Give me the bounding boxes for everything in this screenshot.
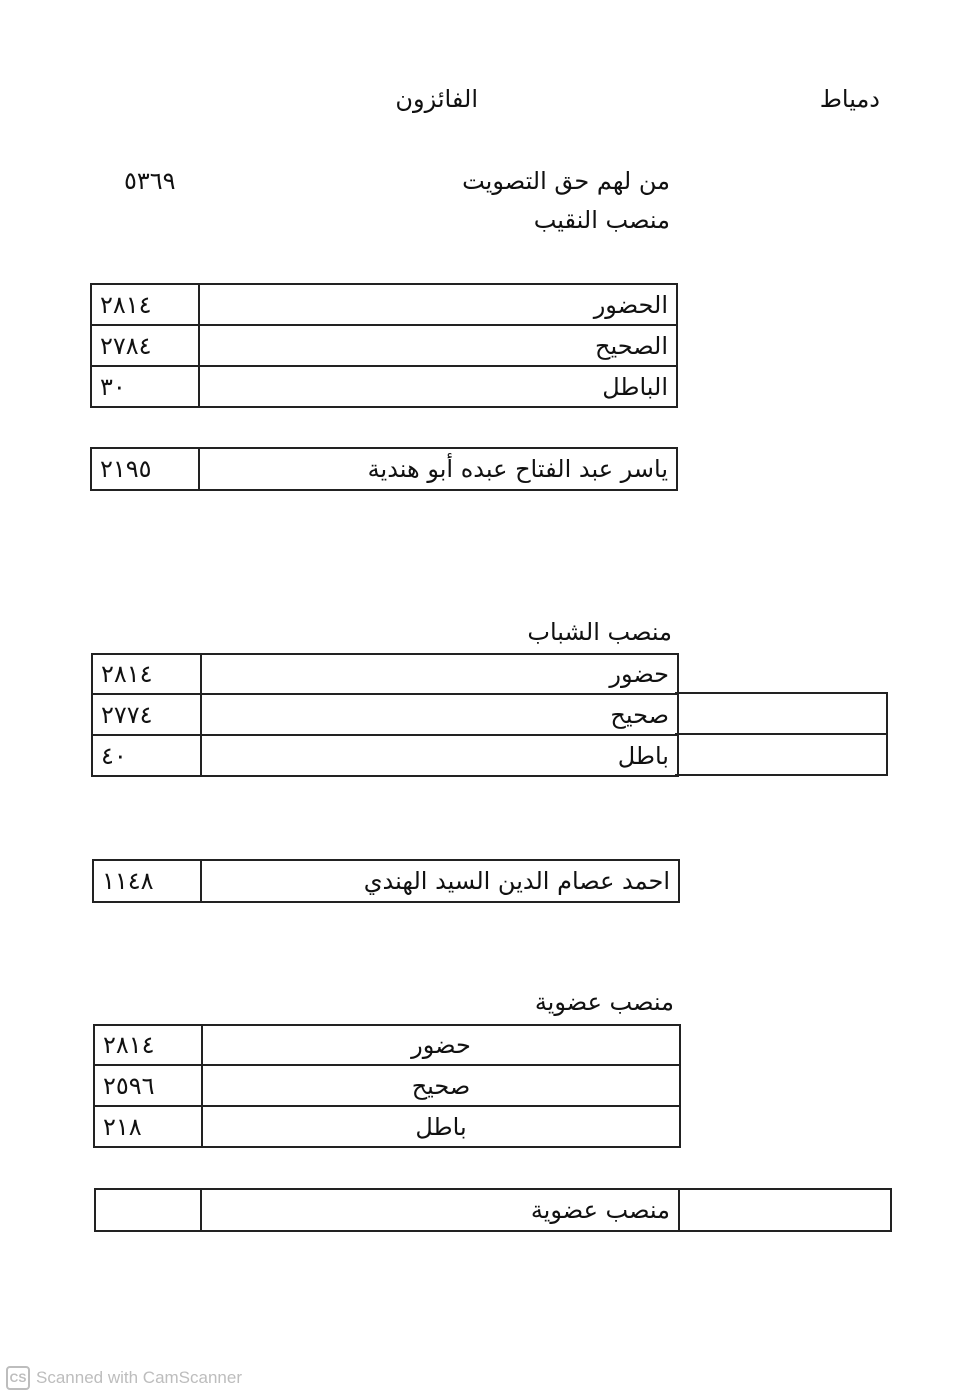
- table-row: [91, 284, 677, 325]
- eligible-voters-count: ٥٣٦٩: [124, 167, 176, 195]
- stat-label: الباطل: [199, 366, 677, 407]
- stat-label: باطل: [201, 735, 678, 776]
- table-row: [94, 1065, 680, 1106]
- page-title: الفائزون: [395, 85, 478, 113]
- table-row: [93, 860, 679, 902]
- empty-cell: [679, 1189, 891, 1231]
- stat-label: حضور: [201, 654, 678, 694]
- head-position-label: منصب النقيب: [533, 206, 670, 234]
- table-row: [95, 1189, 891, 1231]
- camscanner-watermark: [6, 1366, 242, 1390]
- table-row: [92, 654, 678, 694]
- eligible-voters-label: من لهم حق التصويت: [462, 167, 670, 195]
- winner-name: ياسر عبد الفتاح عبده أبو هندية: [199, 448, 677, 490]
- table-row: [94, 1106, 680, 1147]
- membership-position-stats-table: [93, 1024, 681, 1148]
- camscanner-logo-icon: CS: [6, 1366, 30, 1390]
- membership-footer-table: [94, 1188, 892, 1232]
- youth-table-side-divider: [675, 733, 886, 735]
- stat-label: الصحيح: [199, 325, 677, 366]
- stat-label: الحضور: [199, 284, 677, 325]
- governorate-name: دمياط: [819, 85, 880, 113]
- winner-votes: ١١٤٨: [93, 860, 201, 902]
- stat-label: باطل: [202, 1106, 680, 1147]
- watermark-text: Scanned with CamScanner: [36, 1368, 243, 1387]
- footer-row-label: منصب عضوية: [201, 1189, 679, 1231]
- stat-label: صحيح: [201, 694, 678, 735]
- stat-value: ٢٨١٤: [92, 654, 201, 694]
- empty-cell: [95, 1189, 201, 1231]
- stat-label: صحيح: [202, 1065, 680, 1106]
- table-row: [91, 325, 677, 366]
- stat-value: ٢٥٩٦: [94, 1065, 202, 1106]
- stat-label: حضور: [202, 1025, 680, 1065]
- membership-position-label: منصب عضوية: [534, 988, 674, 1016]
- youth-position-label: منصب الشباب: [527, 618, 672, 646]
- stat-value: ٣٠: [91, 366, 199, 407]
- head-position-winner-table: [90, 447, 678, 491]
- table-row: [91, 448, 677, 490]
- stat-value: ٤٠: [92, 735, 201, 776]
- stat-value: ٢٨١٤: [94, 1025, 202, 1065]
- youth-position-stats-table: [91, 653, 679, 777]
- table-row: [94, 1025, 680, 1065]
- stat-value: ٢٧٧٤: [92, 694, 201, 735]
- table-row: [92, 694, 678, 735]
- winner-name: احمد عصام الدين السيد الهندي: [201, 860, 679, 902]
- youth-position-winner-table: [92, 859, 680, 903]
- table-row: [91, 366, 677, 407]
- winner-votes: ٢١٩٥: [91, 448, 199, 490]
- stat-value: ٢٧٨٤: [91, 325, 199, 366]
- stat-value: ٢١٨: [94, 1106, 202, 1147]
- head-position-stats-table: [90, 283, 678, 408]
- table-row: [92, 735, 678, 776]
- stat-value: ٢٨١٤: [91, 284, 199, 325]
